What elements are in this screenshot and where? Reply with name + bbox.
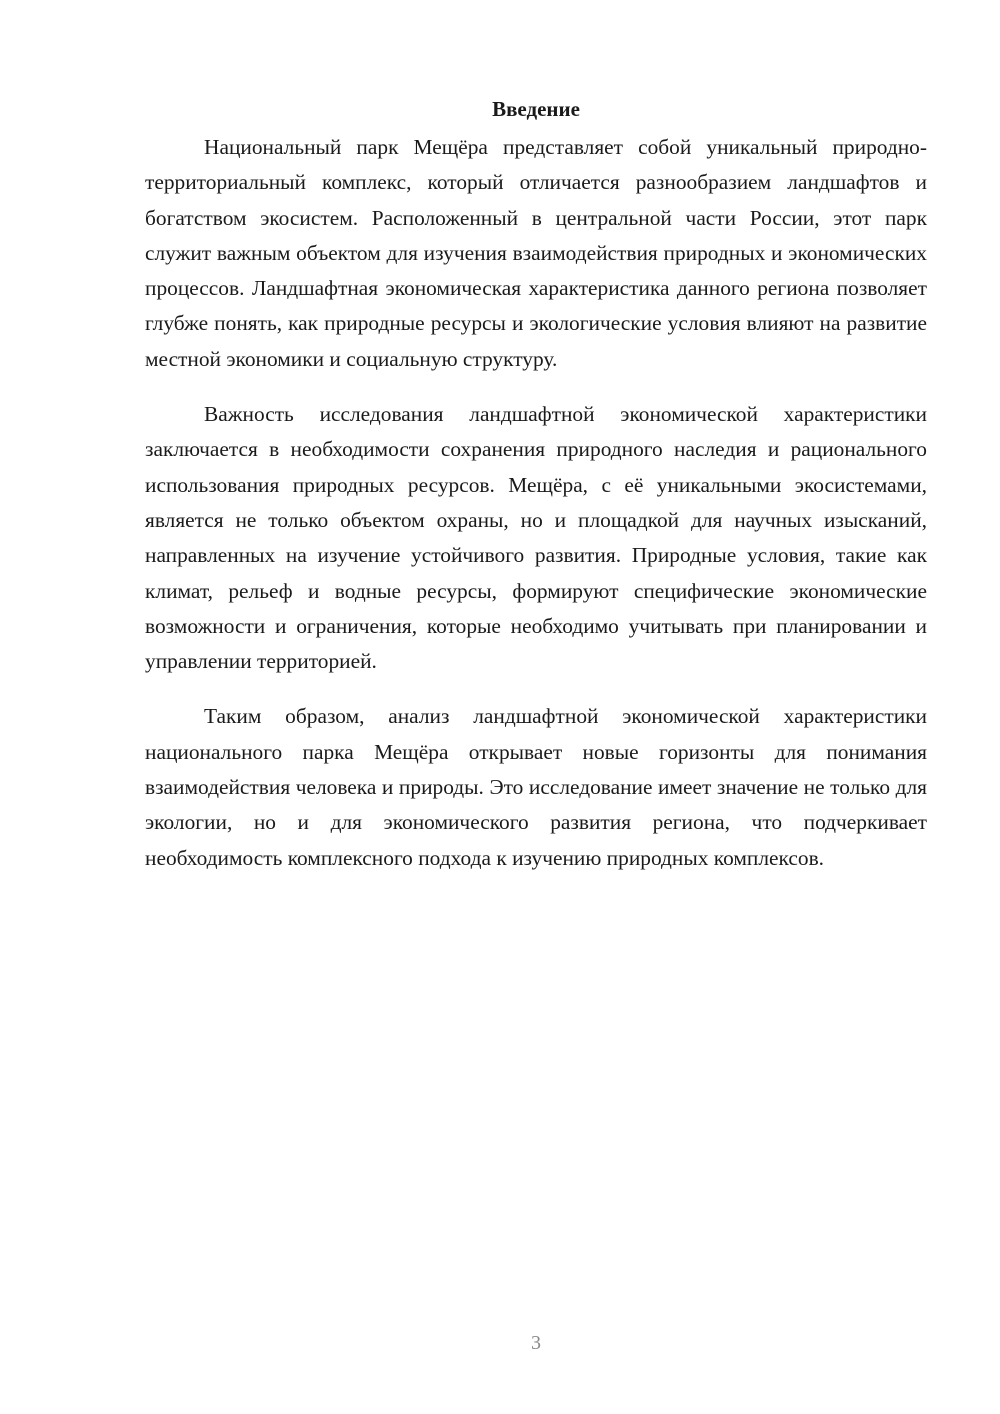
paragraph-3: Таким образом, анализ ландшафтной экономической характеристики национального парка Мещёра открывает новые горизонты для понимания взаимодействия человека и природы. Это исследование имеет значение не только для экологии, но и для экономического развития региона, что подчеркивает необходимость комплексного подхода к изучению природных комплексов. — [145, 704, 927, 870]
page-number: 3 — [531, 1332, 541, 1354]
paragraph-2: Важность исследования ландшафтной экономической характеристики заключается в необходимости сохранения природного наследия и рационального использования природных ресурсов. Мещёра, с её уникальными экосистемами, является не только объектом охраны, но и площадкой для научных изысканий, направленных на изучение устойчивого развития. Природные условия, такие как климат, рельеф и водные ресурсы, формируют специфические экономические возможности и ограничения, которые необходимо учитывать при планировании и управлении территорией. — [145, 402, 927, 674]
section-title: Введение — [492, 97, 580, 121]
document-page — [145, 94, 927, 896]
paragraph-1: Национальный парк Мещёра представляет собой уникальный природно-территориальный комплекс, который отличается разнообразием ландшафтов и богатством экосистем. Расположенный в центральной части России, этот парк служит важным объектом для изучения взаимодействия природных и экономических процессов. Ландшафтная экономическая характеристика данного региона позволяет глубже понять, как природные ресурсы и экологические условия влияют на развитие местной экономики и социальную структуру. — [145, 135, 927, 371]
